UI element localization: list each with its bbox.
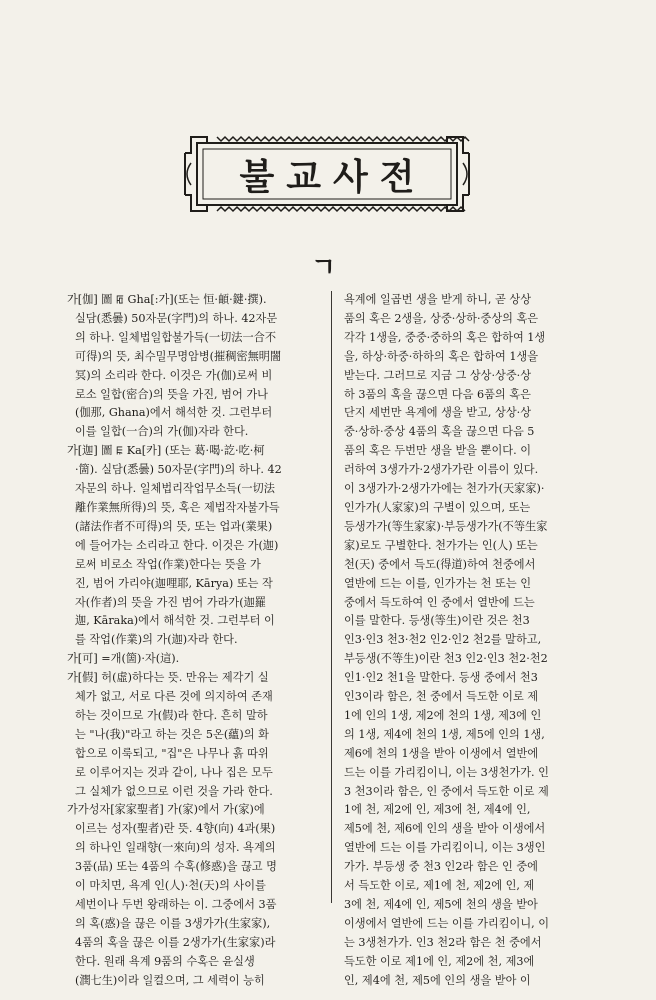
entry-line: 합으로 이룩되고, "집"은 나무나 흙 따위	[75, 746, 269, 760]
entry-line: 을, 하상·하중·하하의 혹은 합하여 1생을	[344, 349, 539, 363]
entry-line: 家)로도 구별한다. 천가가는 인(人) 또는	[344, 538, 538, 552]
entry-line: 可得)의 뜻, 최수밀무명암병(摧稠密無明闇	[75, 349, 282, 363]
entry-line: (潤七生)이라 일컬으며, 그 세력이 능히	[75, 973, 265, 987]
entry-line: 가[假] 허(虛)하다는 뜻. 만유는 제각기 실	[67, 671, 269, 685]
entry-line: 離作業無所得)의 뜻, 혹은 제법작자불가득	[75, 500, 280, 514]
entry-line: 의 1생, 제4에 천의 1생, 제5에 인의 1생,	[344, 727, 545, 741]
entry-line: 득도한 이로 제1에 인, 제2에 천, 제3에	[344, 954, 535, 968]
entry-line: 욕계에 일곱번 생을 받게 하니, 곧 상상	[344, 293, 532, 306]
page-title: 불교사전	[239, 156, 427, 198]
entry-line: (諸法作者不可得)의 뜻, 또는 업과(業果)	[75, 519, 273, 533]
entry-line: 1에 천, 제2에 인, 제3에 천, 제4에 인,	[344, 803, 531, 817]
entry-line: 러하여 3생가가·2생가가란 이름이 있다.	[344, 463, 539, 477]
right-column	[344, 291, 610, 991]
entry-line: 冥)의 소리라 한다. 이것은 가(伽)로써 비	[75, 368, 273, 382]
entry-line: 3 천3이라 함은, 인 중에서 득도한 이로 제	[344, 784, 549, 798]
entry-line: 하는 것이므로 가(假)라 한다. 흔히 말하	[75, 708, 268, 722]
entry-line: 품의 혹은 2생을, 상중·상하·중상의 혹은	[344, 311, 539, 325]
entry-line: 인가가(人家家)의 구별이 있으며, 또는	[344, 500, 531, 514]
entry-line: 로써 비로소 작업(作業)한다는 뜻을 가	[75, 557, 261, 571]
entry-line: 세번이나 두번 왕래하는 이. 그중에서 3품	[75, 898, 277, 911]
entry-line: 3에 천, 제4에 인, 제5에 천의 생을 받아	[344, 898, 538, 911]
entry-line: 가[可] =개(箇)·자(這).	[67, 652, 180, 666]
entry-line: 인, 제4에 천, 제5에 인의 생을 받아 이	[344, 973, 531, 987]
entry-line: 제5에 천, 제6에 인의 생을 받아 이생에서	[344, 822, 546, 836]
entry-line: 의 하나. 일체법일합불가득(一切法一合不	[75, 330, 277, 344]
dictionary-entry-ga-1	[67, 291, 322, 442]
entry-line: 이르는 성자(聖者)란 뜻. 4향(向) 4과(果)	[75, 822, 276, 836]
entry-line: 중·상하·중상 4품의 혹을 끊으면 다음 5	[344, 425, 535, 439]
dictionary-entry-gagaseongja	[67, 801, 322, 990]
entry-line: 제6에 천의 1생을 받아 이생에서 열반에	[344, 746, 539, 760]
entry-line: 는 3생천가가. 인3 천2라 함은 천 중에서	[344, 935, 542, 949]
entry-line: 진, 범어 가리야(迦哩耶, Kārya) 또는 작	[75, 576, 273, 590]
entry-line: 1에 인의 1생, 제2에 천의 1생, 제3에 인	[344, 708, 542, 722]
entry-line: ·箇). 실담(悉曇) 50자문(字門)의 하나. 42	[75, 463, 282, 477]
entry-line: 가[伽] 圖 ꡂ Gha[:가](또는 恒·頔·鍵·撰).	[67, 293, 267, 306]
entry-line: 이를 일합(一合)의 가(伽)자라 한다.	[75, 425, 249, 439]
entry-line: 迦, Kāraka)에서 해석한 것. 그런부터 이	[75, 614, 275, 628]
entry-line: 이 마치면, 욕계 인(人)·천(天)의 사이를	[75, 879, 266, 893]
entry-line: 의 하나인 일래향(一來向)의 성자. 욕계의	[75, 841, 276, 855]
entry-line: 이 3생가가·2생가가에는 천가가(天家家)·	[344, 482, 545, 496]
entry-line: 로 이루어지는 것과 같이, 나나 집은 모두	[75, 765, 273, 779]
entry-line: 4품의 혹을 끊은 이를 2생가가(生家家)라	[75, 935, 276, 949]
entry-line: 인3·인3 천3·천2 인2·인2 천2를 말하고,	[344, 633, 542, 647]
entry-line: 인1·인2 천1을 말한다. 등생 중에서 천3	[344, 671, 538, 685]
entry-line: (伽那, Ghana)에서 해석한 것. 그런부터	[75, 406, 273, 420]
entry-line: 는 "나(我)"라고 하는 것은 5온(蘊)의 화	[75, 727, 269, 741]
entry-line: 3품(品) 또는 4품의 수혹(修惑)을 끊고 명	[75, 860, 277, 874]
entry-line: 한다. 원래 욕계 9품의 수혹은 윤실생	[75, 954, 255, 968]
entry-line: 그 실체가 없으므로 이런 것을 가라 한다.	[75, 784, 273, 798]
dictionary-entry-ga-2	[67, 442, 322, 650]
entry-line: 중에서 득도하여 인 중에서 열반에 드는	[344, 595, 535, 609]
entry-line: 의 혹(惑)을 끊은 이를 3생가가(生家家),	[75, 916, 271, 930]
entry-line: 단지 세번만 욕계에 생을 받고, 상상·상	[344, 406, 532, 420]
entry-line: 로소 일합(密合)의 뜻을 가진, 범어 가나	[75, 387, 268, 401]
entry-line: 가[迦] 圖 ꡀ Ka[카] (또는 葛·喝·訖·吃·柯	[67, 444, 265, 458]
entry-line: 이생에서 열반에 드는 이를 가리킴이니, 이	[344, 916, 550, 930]
entry-line: 각각 1생을, 중중·중하의 혹은 합하여 1생	[344, 330, 546, 344]
entry-line: 부등생(不等生)이란 천3 인2·인3 천2·천2	[344, 652, 548, 666]
left-column	[67, 291, 322, 991]
entry-line: 자문의 하나. 일체법리작업무소득(一切法	[75, 482, 275, 496]
entry-line: 를 작업(作業)의 가(迦)자라 한다.	[75, 633, 238, 647]
section-letter: ㄱ	[311, 253, 337, 283]
entry-line: 서 득도한 이로, 제1에 천, 제2에 인, 제	[344, 879, 535, 893]
entry-line: 등생가가(等生家家)·부등생가가(不等生家	[344, 519, 548, 533]
dictionary-entry-ga-4	[67, 669, 322, 801]
entry-line: 이를 말한다. 등생(等生)이란 것은 천3	[344, 614, 530, 628]
entry-line: 에 들어가는 소리라고 한다. 이것은 가(迦)	[75, 538, 279, 552]
entry-line: 인3이라 함은, 천 중에서 득도한 이로 제	[344, 690, 539, 704]
entry-line: 하 3품의 혹을 끊으면 다음 6품의 혹은	[344, 387, 531, 401]
entry-line: 천(天) 중에서 득도(得道)하여 천중에서	[344, 557, 536, 571]
entry-line: 가가. 부등생 중 천3 인2라 함은 인 중에	[344, 860, 538, 874]
column-divider	[331, 291, 332, 903]
page-title-frame	[183, 133, 471, 215]
dictionary-entry-ga-3	[67, 650, 322, 669]
entry-line: 실담(悉曇) 50자문(字門)의 하나. 42자문	[75, 311, 278, 325]
entry-line: 열반에 드는 이를, 인가가는 천 또는 인	[344, 576, 532, 590]
entry-line: 체가 없고, 서로 다른 것에 의지하여 존재	[75, 690, 273, 704]
entry-line: 자(作者)의 뜻을 가진 범어 가라가(迦羅	[75, 595, 266, 609]
entry-line: 가가성자[家家聖者] 가(家)에서 가(家)에	[67, 803, 265, 817]
entry-line: 품의 혹은 두번만 생을 받을 뿐이다. 이	[344, 444, 532, 458]
entry-line: 드는 이를 가리킴이니, 이는 3생천가가. 인	[344, 765, 549, 779]
entry-line: 받는다. 그러므로 지금 그 상상·상중·상	[344, 368, 532, 382]
entry-line: 열반에 드는 이를 가리킴이니, 이는 3생인	[344, 841, 546, 855]
